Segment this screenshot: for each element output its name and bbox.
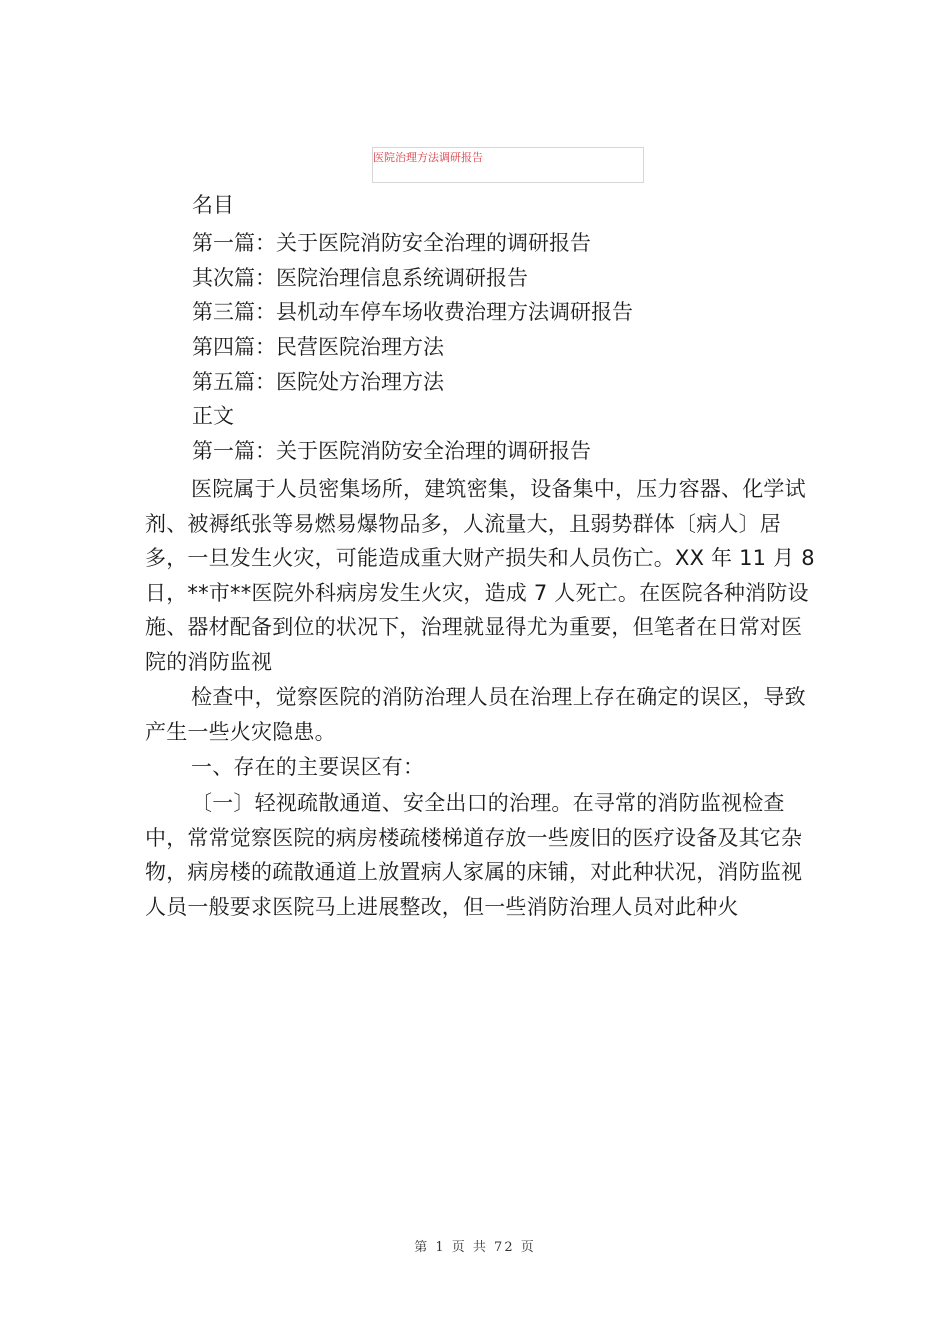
toc-item-4: 第四篇：民营医院治理方法 [192,335,444,359]
toc-item-3: 第三篇：县机动车停车场收费治理方法调研报告 [192,300,633,324]
body-paragraph-1: 医院属于人员密集场所，建筑密集，设备集中，压力容器、化学试剂、被褥纸张等易燃易爆物品多，人流量大，且弱势群体〔病人〕居多，一旦发生火灾，可能造成重大财产损失和人员伤亡。XX 年 11 月 8 日，**市**医院外科病房发生火灾，造成 7 人死亡。在医院各种消防设施、器材配备到位的状况下，治理就显得尤为重要，但笔者在日常对医院的消防监视 [145,477,815,674]
toc-item-5: 第五篇：医院处方治理方法 [192,370,444,394]
body-label: 正文 [192,404,234,428]
section-title: 第一篇：关于医院消防安全治理的调研报告 [192,439,591,463]
toc-item-1: 第一篇：关于医院消防安全治理的调研报告 [192,231,591,255]
body-paragraph-3: 一、存在的主要误区有： [191,755,425,779]
running-header-box [372,147,644,183]
toc-item-2: 其次篇：医院治理信息系统调研报告 [192,266,528,290]
body-paragraph-2: 检查中，觉察医院的消防治理人员在治理上存在确定的误区，导致产生一些火灾隐患。 [145,685,806,744]
body-paragraph-4: 〔一〕轻视疏散通道、安全出口的治理。在寻常的消防监视检查中，常常觉察医院的病房楼疏楼梯道存放一些废旧的医疗设备及其它杂物，病房楼的疏散通道上放置病人家属的床铺，对此种状况，消防监视人员一般要求医院马上进展整改，但一些消防治理人员对此种火 [145,791,803,919]
toc-title: 名目 [192,193,234,217]
page-number-footer: 第 1 页 共 72 页 [414,1240,536,1255]
running-header-text: 医院治理方法调研报告 [373,151,483,164]
